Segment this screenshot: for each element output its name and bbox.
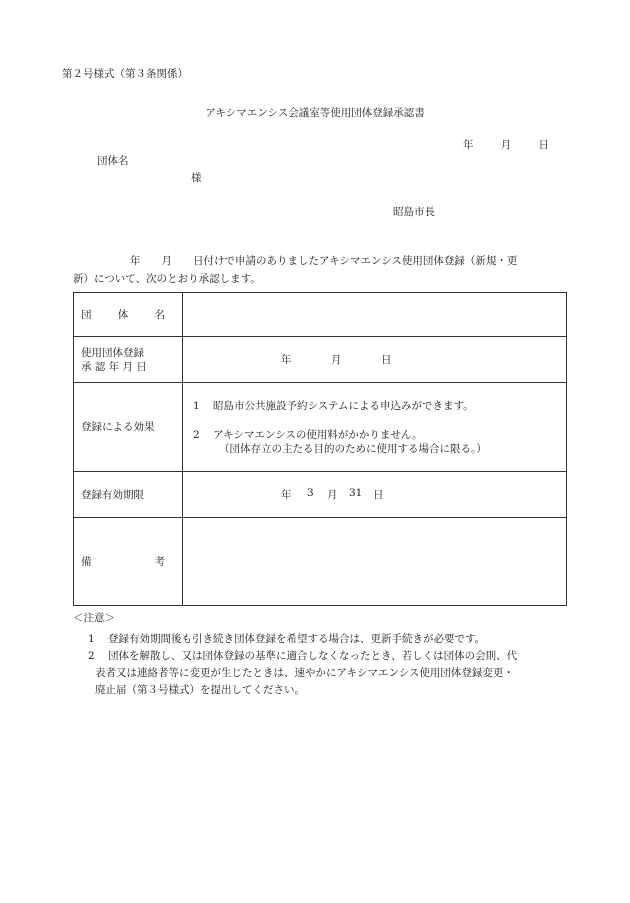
remarks-char: 備	[81, 555, 92, 568]
issue-date-line	[463, 140, 549, 151]
approval-date-month: 月	[331, 354, 342, 366]
effect-item-1-text: 昭島市公共施設予約システムによる申込みができます。	[213, 399, 474, 412]
remarks-char: 考	[154, 555, 165, 568]
body-text-line1: 日付けで申請のありましたアキシマエンシス使用団体登録（新規・更	[193, 255, 518, 267]
body-month: 月	[161, 255, 172, 267]
expiry-month: 月	[327, 489, 338, 501]
expiry-cell-label: 登録有効期限	[74, 472, 183, 518]
approval-table	[73, 292, 567, 606]
honorific-sama: 様	[191, 172, 202, 184]
table-row-effects	[74, 383, 567, 472]
approval-date-day: 日	[381, 354, 392, 366]
effect-item-1	[193, 399, 566, 413]
issue-date-month: 月	[500, 139, 512, 151]
approval-date-value	[183, 337, 567, 383]
issue-date-day: 日	[538, 139, 549, 151]
expiry-day: 日	[373, 489, 384, 501]
approval-date-year: 年	[281, 354, 292, 366]
org-name-label: 団体名	[97, 155, 129, 167]
table-row-remarks	[74, 518, 567, 606]
note-item-2-text-line1: 団体を解散し、又は団体登録の基準に適合しなくなったとき、若しくは団体の会則、代	[108, 650, 518, 662]
org-name-char: 名	[154, 308, 165, 321]
approval-statement	[73, 252, 573, 288]
document-title: アキシマエンシス会議室等使用団体登録承認書	[205, 107, 425, 119]
org-name-value	[183, 293, 567, 337]
expiry-month-value: 3	[307, 487, 314, 499]
org-name-char: 体	[117, 308, 129, 321]
effect-item-2-text: アキシマエンシスの使用料がかかりません。	[213, 428, 423, 441]
note-item-2-num: 2	[88, 650, 95, 662]
note-item-2-text-line3: 廃止届（第３号様式）を提出してください。	[95, 684, 305, 696]
expiry-value	[183, 472, 567, 518]
effect-item-2-num: 2	[193, 428, 200, 441]
table-row-approval-date	[74, 337, 567, 383]
note-item-1	[88, 631, 573, 648]
approval-date-cell-label	[74, 337, 183, 383]
effect-item-2-sub: （団体存立の主たる目的のために使用する場合に限る。）	[219, 442, 487, 455]
effects-cell-label: 登録による効果	[74, 383, 183, 472]
body-text-line2: 新）について、次のとおり承認します。	[73, 273, 261, 285]
effect-item-1-num: 1	[193, 399, 200, 412]
org-name-cell-label	[74, 293, 183, 337]
org-name-char: 団	[81, 308, 92, 321]
approval-date-label-line1: 使用団体登録	[81, 346, 144, 359]
issue-date-year: 年	[463, 139, 474, 151]
expiry-year: 年	[281, 489, 292, 501]
expiry-day-value: 31	[349, 487, 363, 499]
effects-value	[183, 383, 567, 472]
issuer-name: 昭島市長	[393, 206, 435, 218]
note-item-2	[88, 648, 573, 699]
effect-item-2	[193, 428, 566, 442]
table-row-org-name	[74, 293, 567, 337]
table-row-expiry	[74, 472, 567, 518]
body-year: 年	[130, 255, 141, 267]
remarks-value	[183, 518, 567, 606]
note-item-1-text: 登録有効期間後も引き続き団体登録を希望する場合は、更新手続きが必要です。	[108, 633, 486, 645]
form-number: 第２号様式（第３条関係）	[62, 68, 188, 80]
approval-date-label-line2: 承 認 年 月 日	[81, 360, 147, 373]
note-item-1-num: 1	[88, 633, 95, 645]
notes-title: ＜注意＞	[73, 612, 115, 624]
remarks-cell-label	[74, 518, 183, 606]
note-item-2-text-line2: 表者又は連絡者等に変更が生じたときは、速やかにアキシマエンシス使用団体登録変更・	[95, 667, 514, 679]
